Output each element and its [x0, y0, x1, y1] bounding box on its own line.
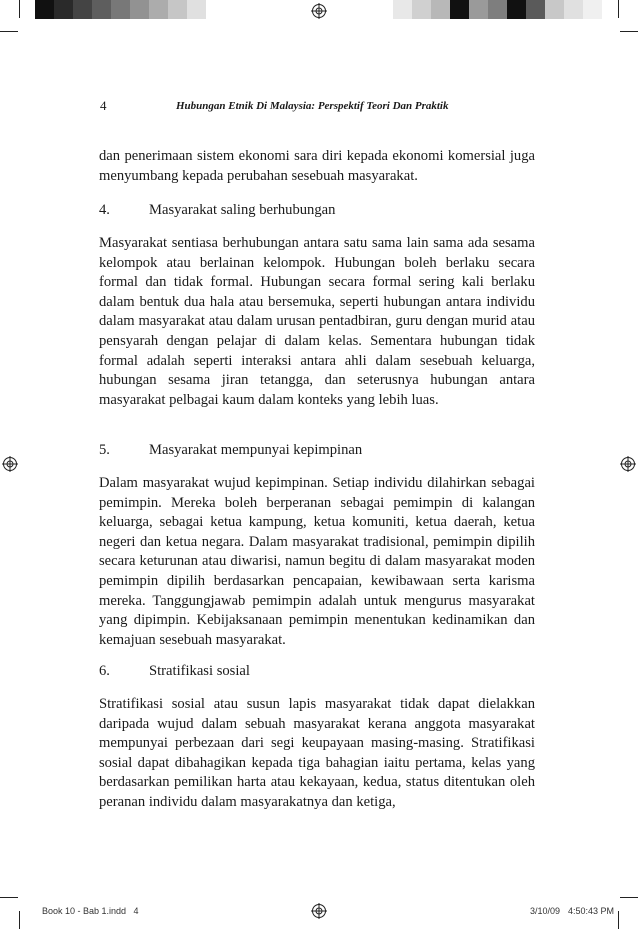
crop-mark-top-right-v: [618, 0, 619, 18]
section-paragraph-6: Stratifikasi sosial atau susun lapis masyarakat tidak dapat dielakkan daripada wujud dalam sebuah masyarakat kerana anggota masyarakat mempunyai perbezaan dari segi keupayaan masing-masing. Stratifikasi sosial dapat dibahagikan kepada tiga bahagian iaitu pertama, kelas yang berdasarkan pemilikan harta atau kekayaan, kedua, status ditentukan oleh peranan individu dalam masyarakatnya dan ketiga,: [99, 696, 535, 810]
right-bar-swatch: [526, 0, 545, 19]
right-bar-swatch: [545, 0, 564, 19]
crop-mark-bottom-right-h: [620, 897, 638, 898]
right-bar-swatch: [412, 0, 431, 19]
registration-mark-right-icon: [620, 456, 636, 472]
right-bar-swatch: [488, 0, 507, 19]
section-paragraph-5: Dalam masyarakat wujud kepimpinan. Setiap individu dilahirkan sebagai pemimpin. Mereka boleh berperanan sebagai pemimpin di kalangan keluarga, sebagai ketua kampung, ketua komuniti, ketua daerah, ketua negeri dan ketua negara. Dalam masyarakat tradisional, pemimpin dipilih secara keturunan atau diwarisi, namun begitu di dalam masyarakat moden pemimpin dipilih berdasarkan pencapaian, kewibawaan serta karisma mereka. Tanggungjawab pemimpin adalah untuk mengurus masyarakat yang dipimpin. Kebijaksanaan pemimpin menentukan kedinamikan dan kemajuan sesebuah masyarakat.: [99, 475, 535, 648]
left-bar-swatch: [73, 0, 92, 19]
section-number: 4.: [99, 202, 110, 218]
section-title: Masyarakat saling berhubungan: [149, 202, 336, 218]
slug-date: 3/10/09: [530, 906, 561, 916]
crop-mark-bottom-left-h: [0, 897, 18, 898]
slug-file-name: Book 10 - Bab 1.indd 4: [42, 906, 139, 916]
registration-mark-left-icon: [2, 456, 18, 472]
section-paragraph-4: Masyarakat sentiasa berhubungan antara satu sama lain sama ada sesama kelompok atau berlainan kelompok. Hubungan boleh berlaku secara formal dan tidak formal. Hubungan secara formal sering kali berlaku dalam bentuk dua hala atau bersemuka, seperti hubungan antara individu dalam masyarakat atau dalam urusan pentadbiran, guru dengan murid atau pensyarah dengan pelajar di dalam kelas. Sementara hubungan tidak formal adalah seperti interaksi antara ahli dalam sesebuah keluarga, hubungan sesama jiran tetangga, dan seterusnya hubungan antara masyarakat pelbagai kaum dalam konteks yang lebih luas.: [99, 235, 535, 408]
left-bar-swatch: [130, 0, 149, 19]
section-title: Stratifikasi sosial: [149, 663, 250, 679]
registration-mark-top-icon: [311, 3, 327, 19]
left-bar-swatch: [54, 0, 73, 19]
left-bar-swatch: [35, 0, 54, 19]
crop-mark-bottom-right-v: [618, 911, 619, 929]
crop-mark-top-right-h: [620, 31, 638, 32]
page-number: 4: [100, 98, 107, 113]
registration-mark-bottom-icon: [311, 903, 327, 919]
left-bar-swatch: [187, 0, 206, 19]
section-heading-4: [99, 201, 335, 220]
right-bar-swatch: [507, 0, 526, 19]
color-bar-left: [35, 0, 225, 19]
section-title: Masyarakat mempunyai kepimpinan: [149, 442, 363, 458]
crop-mark-top-left-v: [19, 0, 20, 18]
section-heading-6: [99, 662, 250, 681]
crop-mark-top-left-h: [0, 31, 18, 32]
left-bar-swatch: [92, 0, 111, 19]
crop-mark-bottom-left-v: [19, 911, 20, 929]
left-bar-swatch: [149, 0, 168, 19]
intro-paragraph: dan penerimaan sistem ekonomi sara diri kepada ekonomi komersial juga menyumbang kepada perubahan sesebuah masyarakat.: [99, 148, 535, 184]
section-number: 6.: [99, 663, 110, 679]
section-heading-5: [99, 441, 362, 460]
running-title: Hubungan Etnik Di Malaysia: Perspektif Teori Dan Praktik: [176, 100, 449, 112]
left-bar-swatch: [206, 0, 225, 19]
left-bar-swatch: [168, 0, 187, 19]
right-bar-swatch: [431, 0, 450, 19]
right-bar-swatch: [469, 0, 488, 19]
right-bar-swatch: [564, 0, 583, 19]
slug-time: 4:50:43 PM: [568, 906, 615, 916]
color-bar-right: [393, 0, 602, 19]
right-bar-swatch: [393, 0, 412, 19]
right-bar-swatch: [583, 0, 602, 19]
section-number: 5.: [99, 442, 110, 458]
left-bar-swatch: [111, 0, 130, 19]
right-bar-swatch: [450, 0, 469, 19]
